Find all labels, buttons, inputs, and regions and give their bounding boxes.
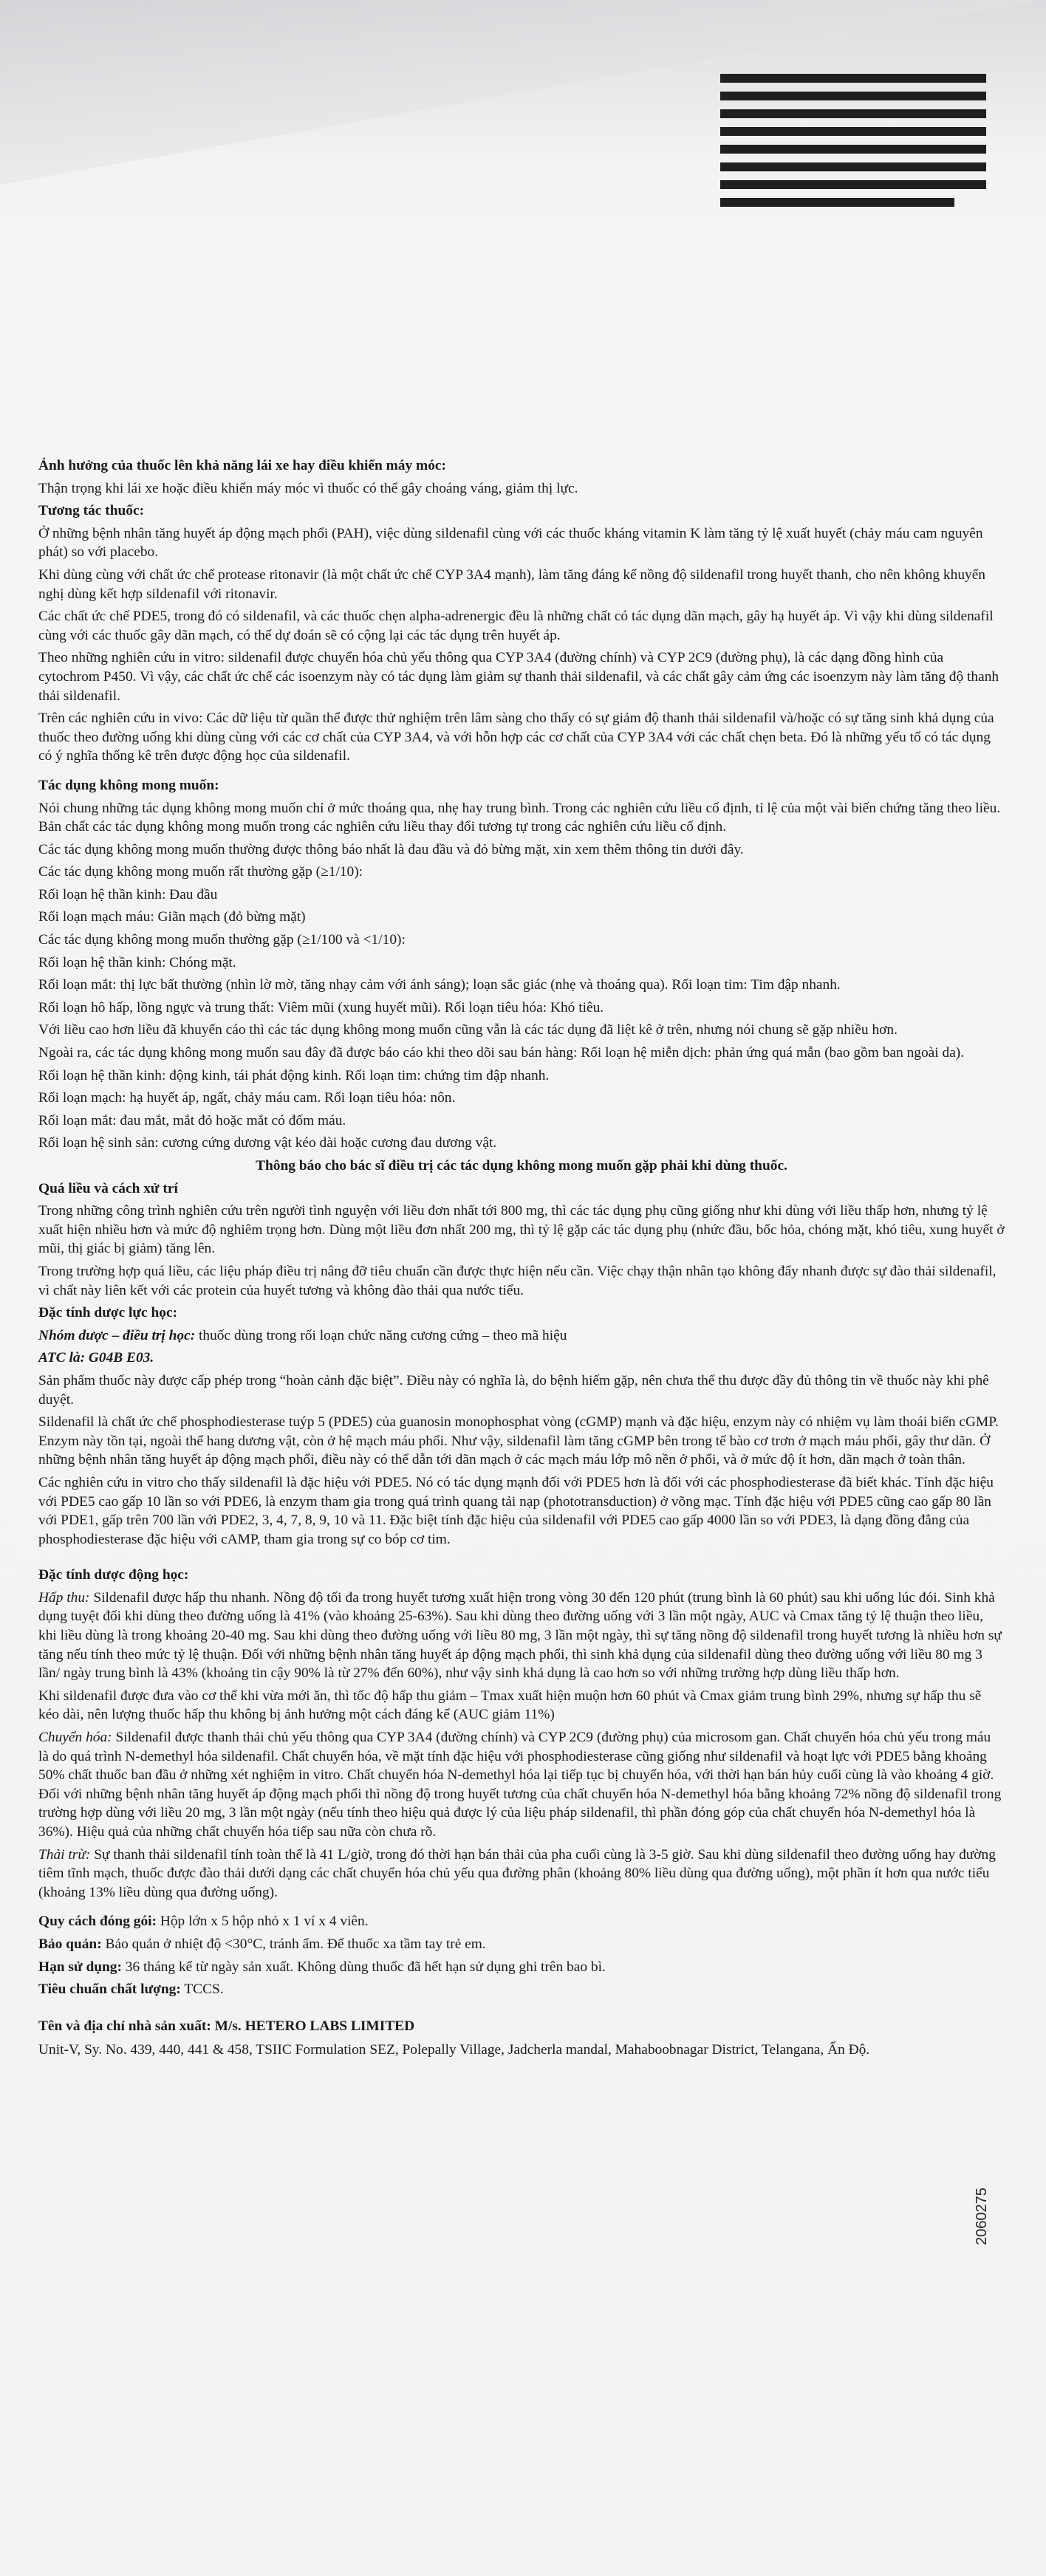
standard-label: Tiêu chuẩn chất lượng: xyxy=(38,1981,181,1998)
elimination-text: Sự thanh thải sildenafil tính toàn thể là 41 L/giờ, trong đó thời hạn bán thải của pha cuối cùng là 3-5 giờ. Sau khi dùng sildenafil theo đường uống hay đường tiêm tĩnh mạch, thuốc được đào thải dưới dạng các chất chuyển hóa chủ yếu qua đường phân (khoảng 80% liều dùng qua đường uống), một phần ít hơn qua nước tiểu (khoảng 13% liều dùng qua đường uống). xyxy=(38,1846,996,1900)
group-text: thuốc dùng trong rối loạn chức năng cương cứng – theo mã hiệu xyxy=(195,1327,567,1343)
expiry-label: Hạn sử dụng: xyxy=(38,1959,122,1975)
adverse-p15: Rối loạn hệ sinh sản: cương cứng dương vật kéo dài hoặc cương đau dương vật. xyxy=(38,1135,497,1151)
expiry-text: 36 tháng kể từ ngày sản xuất. Không dùng thuốc đã hết hạn sử dụng ghi trên bao bì. xyxy=(121,1959,606,1975)
pharmacodynamics-p2: Sildenafil là chất ức chế phosphodiesterase tuýp 5 (PDE5) của guanosin monophosphat vòng (cGMP) mạnh và đặc hiệu, enzym này có nhiệm vụ làm thoái biến cGMP. Enzym này tồn tại, ngoài thể hang dương vật, còn ở hệ mạch máu phổi. Như vậy, sildenafil làm tăng cGMP bên trong tế bào cơ trơn ở mạch máu phổi, gây thư dãn. Ở những bệnh nhân tăng huyết áp động mạch phổi, điều này có thể dẫn tới dãn mạch ở các mạch máu lớp mô nền ở phổi, và ở mức độ ít hơn, dãn mạch ở toàn thân. xyxy=(38,1414,999,1468)
adverse-p8: Rối loạn mắt: thị lực bất thường (nhìn lờ mờ, tăng nhạy cảm với ánh sáng); loạn sắc giác (nhẹ và thoáng qua). Rối loạn tim: Tim đập nhanh. xyxy=(38,977,841,993)
manufacturer-address: Unit-V, Sy. No. 439, 440, 441 & 458, TSIIC Formulation SEZ, Polepally Village, Jadcherla mandal, Mahaboobnagar District, Telangana, Ấn Độ. xyxy=(38,2041,870,2058)
pharmacodynamics-group xyxy=(38,1326,1005,1346)
interactions-title: Tương tác thuốc: xyxy=(38,503,145,519)
adverse-p10: Với liều cao hơn liều đã khuyến cáo thì các tác dụng không mong muốn cũng vẫn là các tác dụng đã liệt kê ở trên, nhưng nói chung sẽ gặp nhiều hơn. xyxy=(38,1022,898,1038)
standard-text: TCCS. xyxy=(180,1981,224,1998)
pharmacokinetics-title: Đặc tính dược động học: xyxy=(38,1567,189,1583)
overdose-title: Quá liều và cách xử trí xyxy=(38,1180,178,1196)
absorption-p2: Khi sildenafil được đưa vào cơ thể khi vừa mới ăn, thì tốc độ hấp thu giảm – Tmax xuất hiện muộn hơn 60 phút và Cmax giảm trung bình 29%, nhưng sự hấp thu sẽ kéo dài, nên lượng thuốc hấp thu không bị ảnh hưởng một cách đáng kể (AUC giảm 11%) xyxy=(38,1688,982,1723)
adverse-p7: Rối loạn hệ thần kinh: Chóng mặt. xyxy=(38,954,236,970)
adverse-p12: Rối loạn hệ thần kinh: động kinh, tái phát động kinh. Rối loạn tim: chứng tim đập nhanh. xyxy=(38,1067,550,1083)
pharmacodynamics-p3: Các nghiên cứu in vitro cho thấy sildenafil là đặc hiệu với PDE5. Nó có tác dụng mạnh đối với PDE5 hơn là đối với các phosphodiesterase đã biết khác. Tính đặc hiệu với PDE5 cao gấp 10 lần so với PDE6, là enzym tham gia trong quá trình quang tải nạp (phototransduction) ở võng mạc. Tính đặc hiệu với PDE5 cũng cao gấp 80 lần với PDE1, gấp trên 700 lần với PDE2, 3, 4, 7, 8, 9, 10 và 11. Đặc biệt tính đặc hiệu của sildenafil với PDE5 cao gấp 4000 lần so với PDE3, là dạng đồng đẳng của phosphodiesterase đặc hiệu với cAMP, tham gia trong sự co bóp cơ tim. xyxy=(38,1474,994,1547)
interactions-p1: Ở những bệnh nhân tăng huyết áp động mạch phổi (PAH), việc dùng sildenafil cùng với các thuốc kháng vitamin K làm tăng tỷ lệ xuất huyết (chảy máu cam nguyên phát) so với placebo. xyxy=(38,525,983,561)
group-label: Nhóm dược – điều trị học: xyxy=(38,1327,196,1343)
metabolism-paragraph xyxy=(38,1728,1005,1842)
metabolism-label: Chuyển hóa: xyxy=(38,1730,112,1746)
packaging-line xyxy=(38,1912,1005,1931)
absorption-label: Hấp thu: xyxy=(38,1589,90,1606)
storage-line xyxy=(38,1935,1005,1954)
absorption-text: Sildenafil được hấp thu nhanh. Nồng độ tối đa trong huyết tương xuất hiện trong vòng 30 đến 120 phút (trung bình là 60 phút) sau khi uống lúc đói. Sinh khả dụng tuyệt đối khi dùng theo đường uống là 41% (vào khoảng 25-63%). Sau khi dùng theo đường uống với 3 lần một ngày, AUC và Cmax tăng tỷ lệ thuận theo liều, khi liều dùng là trong khoảng 20-40 mg. Sau khi dùng theo đường uống với liều 80 mg, 3 lần một ngày, thì sự tăng nồng độ sildenafil trong huyết tương là nhiều hơn sự tăng nếu tính theo mức tỷ lệ thuận. Đối với những bệnh nhân tăng huyết áp động mạch phổi, thì sinh khả dụng của sildenafil dùng theo đường uống với liều 80 mg 3 lần/ ngày trung bình là 43% (khoảng tin cậy 90% là từ 27% đến 60%), như vậy sinh khả dụng là cao hơn so với những trường hợp dùng liều thấp hơn. xyxy=(38,1589,1002,1682)
adverse-title: Tác dụng không mong muốn: xyxy=(38,777,219,793)
pharmacodynamics-p1: Sản phẩm thuốc này được cấp phép trong “hoàn cảnh đặc biệt”. Điều này có nghĩa là, do bệnh hiếm gặp, nên chưa thể thu được đầy đủ thông tin về thuốc này khi phê duyệt. xyxy=(38,1372,989,1408)
overdose-p1: Trong những công trình nghiên cứu trên người tình nguyện với liều đơn nhất tới 800 mg, thì các tác dụng phụ cũng giống như khi dùng với liều thấp hơn, nhưng tỷ lệ xuất hiện nhiều hơn và mức độ nghiêm trọng hơn. Dùng một liều đơn nhất 200 mg, thì tỷ lệ gặp các tác dụng phụ (nhức đầu, bốc hỏa, chóng mặt, khó tiêu, xung huyết ở mũi, thị giác bị giảm) tăng lên. xyxy=(38,1203,1005,1257)
atc-code: ATC là: G04B E03. xyxy=(38,1350,154,1366)
standard-line xyxy=(38,1980,1005,1999)
leaflet-body xyxy=(38,456,1005,2063)
side-print-code: 2060275 xyxy=(974,2188,990,2245)
manufacturer-block xyxy=(38,2016,1005,2060)
absorption-paragraph xyxy=(38,1589,1005,1683)
storage-text: Bảo quản ở nhiệt độ <30°C, tránh ẩm. Để thuốc xa tầm tay trẻ em. xyxy=(101,1936,486,1952)
interactions-p4: Theo những nghiên cứu in vitro: sildenafil được chuyển hóa chủ yếu thông qua CYP 3A4 (đường chính) và CYP 2C9 (đường phụ), là các dạng đồng hình của cytochrom P450. Vì vậy, các chất ức chế các isoenzym này có tác dụng làm giảm sự thanh thải sildenafil, và các chất gây cảm ứng các isoenzym này làm tăng độ thanh thải sildenafil. xyxy=(38,650,999,704)
driving-title: Ảnh hưởng của thuốc lên khả năng lái xe hay điều khiển máy móc: xyxy=(38,458,446,473)
adverse-p1: Nói chung những tác dụng không mong muốn chỉ ở mức thoáng qua, nhẹ hay trung bình. Trong các nghiên cứu liều cố định, tỉ lệ của một vài biến chứng tăng theo liều. Bản chất các tác dụng không mong muốn trong các nghiên cứu liều thay đổi tương tự trong các nghiên cứu liều cố định. xyxy=(38,800,1001,835)
interactions-p3: Các chất ức chế PDE5, trong đó có sildenafil, và các thuốc chẹn alpha-adrenergic đều là những chất có tác dụng dãn mạch, gây hạ huyết áp. Vì vậy khi dùng sildenafil cùng với các thuốc gây dãn mạch, có thể dự đoán sẽ có cộng lại các tác dụng trên huyết áp. xyxy=(38,609,994,643)
adverse-p14: Rối loạn mắt: đau mắt, mắt đỏ hoặc mắt có đốm máu. xyxy=(38,1112,346,1128)
packaging-text: Hộp lớn x 5 hộp nhỏ x 1 ví x 4 viên. xyxy=(157,1914,369,1930)
adverse-p11: Ngoài ra, các tác dụng không mong muốn sau đây đã được báo cáo khi theo dõi sau bán hàng: Rối loạn hệ miễn dịch: phản ứng quá mẫn (bao gồm ban ngoài da). xyxy=(38,1045,965,1061)
adverse-p6: Các tác dụng không mong muốn thường gặp (≥1/100 và <1/10): xyxy=(38,932,406,948)
overdose-p2: Trong trường hợp quá liều, các liệu pháp điều trị nâng đỡ tiêu chuẩn cần được thực hiện nếu cần. Việc chạy thận nhân tạo không đẩy nhanh được sự đào thải sildenafil, vì chất này liên kết với các protein của huyết tương và không đào thải qua nước tiểu. xyxy=(38,1263,997,1298)
manufacturer-title: Tên và địa chỉ nhà sản xuất: M/s. HETERO LABS LIMITED xyxy=(38,2018,415,2034)
elimination-label: Thải trừ: xyxy=(38,1846,91,1863)
interactions-p5: Trên các nghiên cứu in vivo: Các dữ liệu từ quần thể được thử nghiệm trên lâm sàng cho thấy có sự giảm độ thanh thải sildenafil và/hoặc có sự tăng sinh khả dụng của thuốc theo đường uống khi dùng cùng với các cơ chất của CYP 3A4, và với hỗn hợp các cơ chất của CYP 3A4 với các chất chẹn beta. Đó là những yếu tố có tác dụng có ý nghĩa thống kê trên được động học của sildenafil. xyxy=(38,710,994,764)
adverse-notice: Thông báo cho bác sĩ điều trị các tác dụng không mong muốn gặp phải khi dùng thuốc. xyxy=(256,1158,787,1174)
storage-label: Bảo quản: xyxy=(38,1936,102,1952)
adverse-p5: Rối loạn mạch máu: Giãn mạch (đỏ bừng mặt) xyxy=(38,909,306,925)
adverse-p3: Các tác dụng không mong muốn rất thường gặp (≥1/10): xyxy=(38,864,363,880)
elimination-paragraph xyxy=(38,1846,1005,1902)
expiry-line xyxy=(38,1958,1005,1977)
adverse-p4: Rối loạn hệ thần kinh: Đau đầu xyxy=(38,886,218,902)
pharmacodynamics-title: Đặc tính dược lực học: xyxy=(38,1305,178,1321)
metabolism-text: Sildenafil được thanh thải chủ yếu thông qua CYP 3A4 (đường chính) và CYP 2C9 (đường phụ) của microsom gan. Chất chuyển hóa chủ yếu trong máu là do quá trình N-demethyl hóa sildenafil. Chất chuyển hóa, về mặt tính đặc hiệu với phosphodiesterase cũng giống như sildenafil và hoạt lực với PDE5 bằng khoảng 50% chất thuốc ban đầu ở những xét nghiệm in vitro. Chất chuyển hóa N-demethyl hóa lại tiếp tục bị chuyển hóa, với thời hạn bán hủy cuối cùng là vào khoảng 4 giờ. Đối với những bệnh nhân tăng huyết áp động mạch phổi thì nồng độ trong huyết tương của chất chuyển hóa N-demethyl hóa bằng khoảng 72% nồng độ sildenafil trong trường hợp dùng với liều 20 mg, 3 lần một ngày (nếu tính theo hiệu quả được lý của liệu pháp sildenafil, thì phần đóng góp của chất chuyển hóa N-demethyl hóa là 36%). Hiệu quả của những chất chuyển hóa tiếp sau nữa còn chưa rõ. xyxy=(38,1730,1002,1840)
adverse-p2: Các tác dụng không mong muốn thường được thông báo nhất là đau đầu và đỏ bừng mặt, xin xem thêm thông tin dưới đây. xyxy=(38,841,744,857)
pharmacode-barcode xyxy=(720,74,986,199)
interactions-p2: Khi dùng cùng với chất ức chế protease ritonavir (là một chất ức chế CYP 3A4 mạnh), làm tăng đáng kể nồng độ sildenafil trong huyết thanh, cho nên không khuyến nghị dùng kết hợp sildenafil với ritonavir. xyxy=(38,566,986,602)
adverse-p13: Rối loạn mạch: hạ huyết áp, ngất, chảy máu cam. Rối loạn tiêu hóa: nôn. xyxy=(38,1090,456,1106)
packaging-label: Quy cách đóng gói: xyxy=(38,1914,157,1930)
driving-text: Thận trọng khi lái xe hoặc điều khiển máy móc vì thuốc có thể gây choáng váng, giảm thị lực. xyxy=(38,480,578,496)
adverse-p9: Rối loạn hô hấp, lồng ngực và trung thất: Viêm mũi (xung huyết mũi). Rối loạn tiêu hóa: Khó tiêu. xyxy=(38,999,604,1015)
